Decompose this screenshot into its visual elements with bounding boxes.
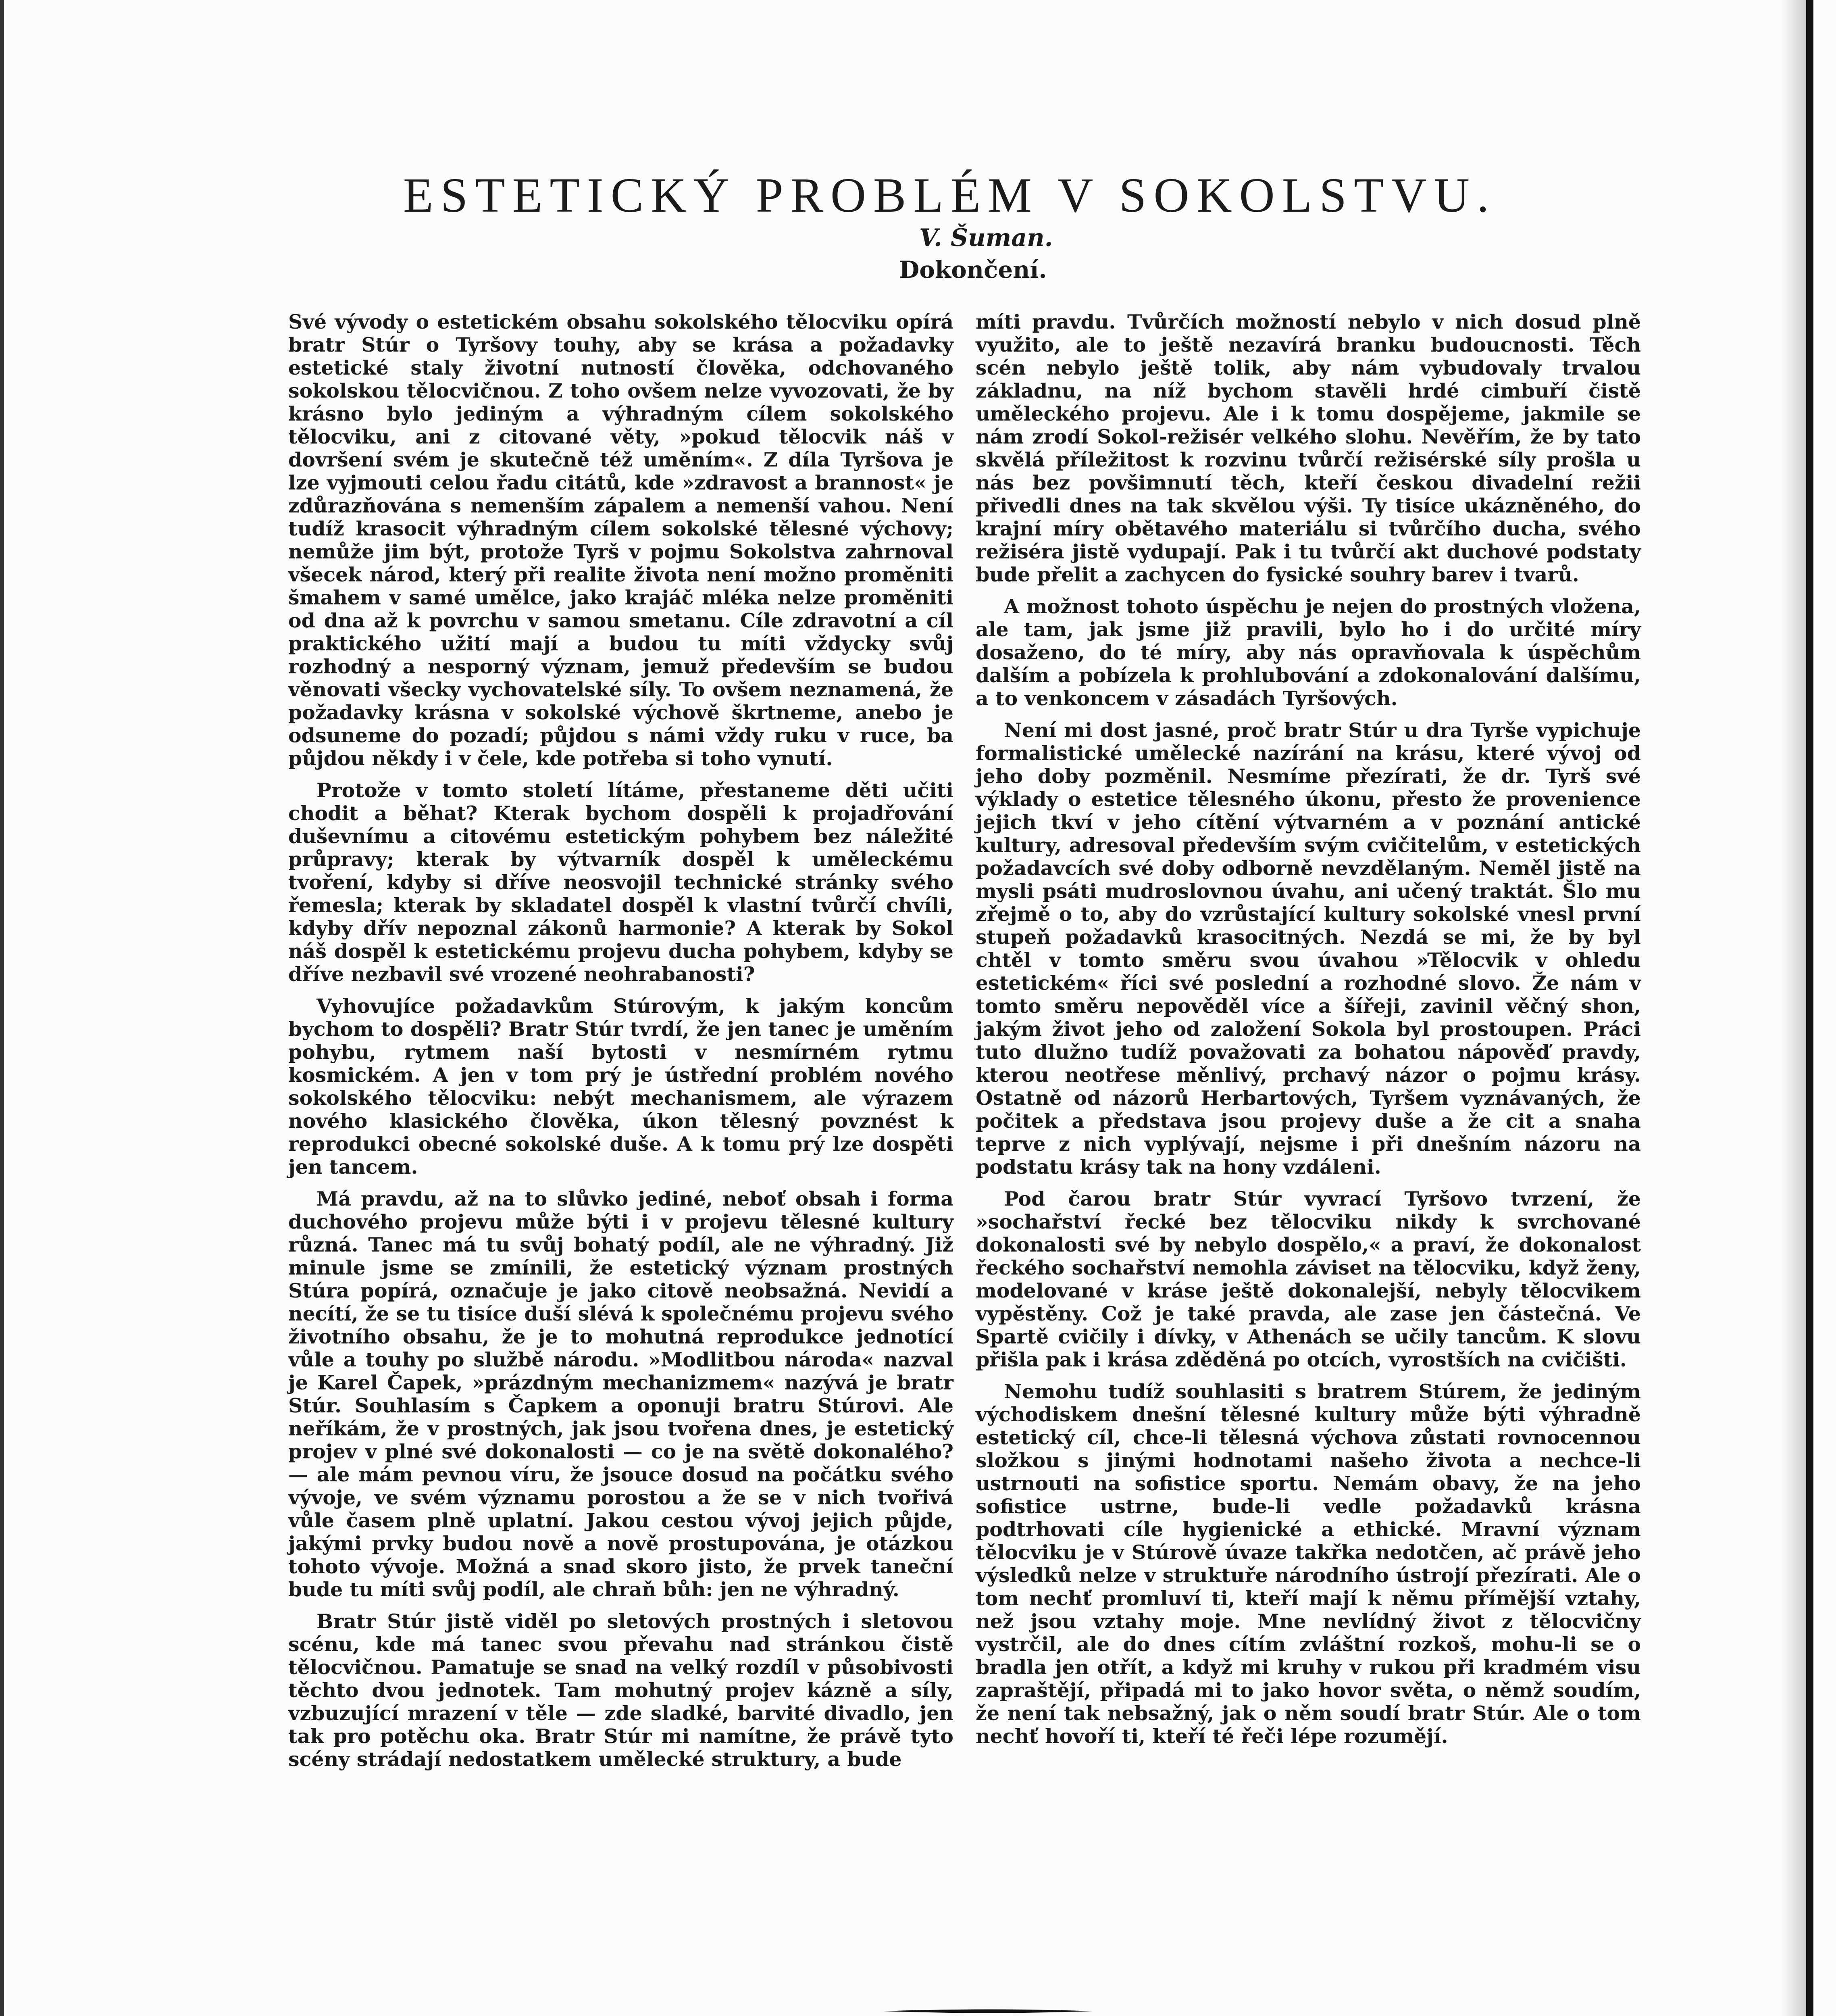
paragraph: A možnost tohoto úspěchu je nejen do prostných vložena, ale tam, jak jsme již pravili, bylo ho i do určité míry dosaženo, do té míry, aby nás opravňovala k úspěchům dalším a pobízela k prohlubování a zdokonalování dalšímu, a to venkoncem v zásadách Tyršových. bbox=[976, 595, 1641, 710]
paragraph: Nemohu tudíž souhlasiti s bratrem Stúrem, že jediným východiskem dnešní tělesné kultury může býti výhradně estetický cíl, chce-li tělesná výchova zůstati rovnocennou složkou s jinými hodnotami našeho života a nechce-li ustrnouti na sofistice sportu. Nemám obavy, že na jeho sofistice ustrne, bude-li vedle požadavků krásna podtrhovati cíle hygienické a ethické. Mravní význam tělocviku je v Stúrově úvaze takřka nedotčen, ač právě jeho výsledků nelze v struktuře národního ústrojí přezírati. Ale o tom nechť promluví ti, kteří mají k němu přímější vztahy, než jsou vztahy moje. Mne nevlídný život z tělocvičny vystrčil, ale do dnes cítím zvláštní rozkoš, mohu-li se o bradla jen otřít, a když mi kruhy v rukou při kradmém visu zapraštějí, připadá mi to jako hovor světa, o němž soudím, že není tak nebsažný, jak o něm soudí bratr Stúr. Ale o tom nechť hovoří ti, kteří té řeči lépe rozumějí. bbox=[976, 1380, 1641, 1748]
left-column bbox=[288, 310, 953, 1780]
article-author: V. Šuman. bbox=[919, 224, 1053, 252]
paragraph: Protože v tomto století lítáme, přestaneme děti učiti chodit a běhat? Kterak bychom dospěli k projadřování duševnímu a citovému estetickým pohybem bez náležité průpravy; kterak by výtvarník dospěl k uměleckému tvoření, kdyby si dříve neosvojil technické stránky svého řemesla; kterak by skladatel dospěl k vlastní tvůrčí chvíli, kdyby dřív nepoznal zákonů harmonie? A kterak by Sokol náš dospěl k estetickému projevu ducha pohybem, kdyby se dříve nezbavil své vrozené neohrabanosti? bbox=[288, 779, 953, 986]
right-column bbox=[976, 310, 1641, 1757]
paragraph: míti pravdu. Tvůrčích možností nebylo v nich dosud plně využito, ale to ještě nezavírá branku budoucnosti. Těch scén nebylo ještě tolik, aby nám vybudovaly trvalou základnu, na níž bychom stavěli hrdé cimbuří čistě uměleckého projevu. Ale i k tomu dospějeme, jakmile se nám zrodí Sokol-režisér velkého slohu. Nevěřím, že by tato skvělá příležitost k rozvinu tvůrčí režisérské síly prošla u nás bez povšimnutí těch, kteří českou divadelní režii přivedli dnes na tak skvělou výši. Ty tisíce ukázněného, do krajní míry obětavého materiálu si tvůrčího ducha, svého režiséra jistě vydupají. Pak i tu tvůrčí akt duchové podstaty bude přelit a zachycen do fysické souhry barev i tvarů. bbox=[976, 310, 1641, 586]
scan-left-edge bbox=[0, 0, 4, 2016]
paragraph: Vyhovujíce požadavkům Stúrovým, k jakým koncům bychom to dospěli? Bratr Stúr tvrdí, že jen tanec je uměním pohybu, rytmem naší bytosti v nesmírném rytmu kosmickém. A jen v tom prý je ústřední problém nového sokolského tělocviku: nebýt mechanismem, ale výrazem nového klasického člověka, úkon tělesný povznést k reprodukci obecné sokolské duše. A k tomu prý lze dospěti jen tancem. bbox=[288, 994, 953, 1179]
paragraph: Není mi dost jasné, proč bratr Stúr u dra Tyrše vypichuje formalistické umělecké nazírání na krásu, které vývoj od jeho doby pozměnil. Nesmíme přezírati, že dr. Tyrš své výklady o estetice tělesného úkonu, přesto že provenience jejich tkví v jeho cítění výtvarném a v poznání antické kultury, adresoval především svým cvičitelům, v estetických požadavcích své doby odborně nevzdělaným. Neměl jistě na mysli psáti mudroslovnou úvahu, ani učený traktát. Šlo mu zřejmě o to, aby do vzrůstající kultury sokolské vnesl první stupeň požadavků krasocitných. Nezdá se mi, že by byl chtěl v tomto směru svou úvahou »Tělocvik v ohledu estetickém« říci své poslední a rozhodné slovo. Že nám v tomto směru nepověděl více a šířeji, zavinil věčný shon, jakým život jeho od založení Sokola byl prostoupen. Práci tuto dlužno tudíž považovati za bohatou nápověď pravdy, kterou neotřese měnlivý, prchavý názor o pojmu krásy. Ostatně od názorů Herbartových, Tyršem vyznávaných, že počitek a představa jsou projevy duše a že cit a snaha teprve z nich vyplývají, nejsme i při dnešním názoru na podstatu krásy tak na hony vzdáleni. bbox=[976, 719, 1641, 1179]
scan-binding-edge bbox=[1806, 0, 1813, 2016]
article-subtitle: Dokončení. bbox=[899, 256, 1047, 283]
binding-shadow bbox=[1782, 0, 1806, 2016]
closing-rule bbox=[883, 2008, 1093, 2014]
paragraph: Bratr Stúr jistě viděl po sletových prostných i sletovou scénu, kde má tanec svou převahu nad stránkou čistě tělocvičnou. Pamatuje se snad na velký rozdíl v působivosti těchto dvou jednotek. Tam mohutný projev kázně a síly, vzbuzující mrazení v těle — zde sladké, barvité divadlo, jen tak pro potěchu oka. Bratr Stúr mi namítne, že právě tyto scény strádají nedostatkem umělecké struktury, a bude bbox=[288, 1610, 953, 1771]
article-title: ESTETICKÝ PROBLÉM V SOKOLSTVU. bbox=[403, 168, 1497, 223]
paragraph: Má pravdu, až na to slůvko jediné, neboť obsah i forma duchového projevu může býti i v projevu tělesné kultury různá. Tanec má tu svůj bohatý podíl, ale ne výhradný. Již minule jsme se zmínili, že estetický význam prostných Stúra popírá, označuje je jako citově neobsažná. Nevidí a necítí, že se tu tisíce duší slévá k společnému projevu svého životního obsahu, že je to mohutná reprodukce jednotící vůle a touhy po službě národu. »Modlitbou národa« nazval je Karel Čapek, »prázdným mechanizmem« nazývá je bratr Stúr. Souhlasím s Čapkem a oponuji bratru Stúrovi. Ale neříkám, že v prostných, jak jsou tvořena dnes, je estetický projev v plné své dokonalosti — co je na světě dokonalého? — ale mám pevnou víru, že jsouce dosud na počátku svého vývoje, ve svém významu porostou a že se v nich tvořivá vůle časem plně uplatní. Jakou cestou vývoj jejich půjde, jakými prvky budou nově a nově prostupována, je otázkou tohoto vývoje. Možná a snad skoro jisto, že prvek taneční bude tu míti svůj podíl, ale chraň bůh: jen ne výhradný. bbox=[288, 1187, 953, 1601]
paragraph: Své vývody o estetickém obsahu sokolského tělocviku opírá bratr Stúr o Tyršovy touhy, aby se krása a požadavky estetické staly životní nutností člověka, odchovaného sokolskou tělocvičnou. Z toho ovšem nelze vyvozovati, že by krásno bylo jediným a výhradným cílem sokolského tělocviku, ani z citované věty, »pokud tělocvik náš v dovršení svém je skutečně též uměním«. Z díla Tyršova je lze vyjmouti celou řadu citátů, kde »zdravost a brannost« je zdůrazňována s nemenším zápalem a nemenší vahou. Není tudíž krasocit výhradným cílem sokolské tělesné výchovy; nemůže jim být, protože Tyrš v pojmu Sokolstva zahrnoval všecek národ, který při realite života není možno proměniti šmahem v samé umělce, jako krajáč mléka nelze proměniti od dna až k povrchu v samou smetanu. Cíle zdravotní a cíl praktického užití mají a budou tu míti vždycky svůj rozhodný a nesporný význam, jemuž především se budou věnovati všecky vychovatelské síly. To ovšem neznamená, že požadavky krásna v sokolské výchově škrtneme, anebo je odsuneme do pozadí; půjdou s námi vždy ruku v ruce, ba půjdou někdy i v čele, kde potřeba si toho vynutí. bbox=[288, 310, 953, 770]
paragraph: Pod čarou bratr Stúr vyvrací Tyršovo tvrzení, že »sochařství řecké bez tělocviku nikdy k svrchované dokonalosti své by nebylo dospělo,« a praví, že dokonalost řeckého sochařství nemohla záviset na tělocviku, když ženy, modelované v kráse ještě dokonalejší, nebyly tělocvikem vypěstěny. Což je také pravda, ale zase jen částečná. Ve Spartě cvičily i dívky, v Athenách se učily tancům. K slovu přišla pak i krása zděděná po otcích, vyrostších na cvičišti. bbox=[976, 1187, 1641, 1371]
